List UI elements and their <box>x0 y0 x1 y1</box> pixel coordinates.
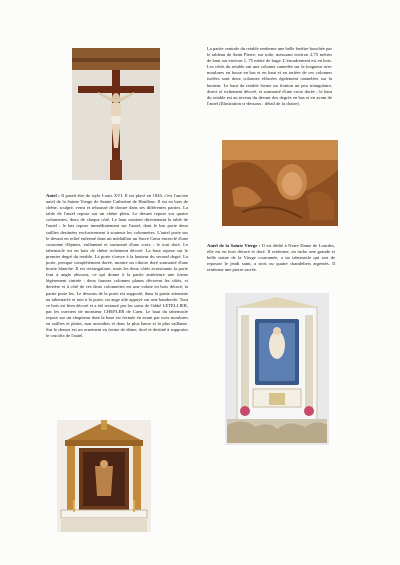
vierge-paragraph <box>207 243 335 273</box>
autel-paragraph <box>46 193 188 339</box>
retable-text: La partie centrale du retable renferme une belle fenêtre bouchée par le tableau de Saint Pierre, sur toile, mesurant environ 2,75 mètres de haut sur environ 1, 75 mètre de large. L'encadrement est en bois. Les côtés du retable ont une colonne cannelée sur la longueur avec moulures en bosse en bas et en haut et en arrière de ces colonnes isolées sont deux colonnes effacées également cannelées sur la hauteur. Le haut du retable forme un fronton un peu triangulaire, direct et richement décoré, et surmonté d'une croix dorée ; le haut du retable est au niveau du devant des degrés en bas et en avant de l'autel (Illustration ci-dessous : détail de la chaire). <box>207 46 332 106</box>
vierge-text: Il est dédié à Notre Dame de Lourdes, elle est en bois décoré et doré. Il renferme, en niche une grande et belle statue de la Vierge couronnée, a un tabernacle qui sert de reposoir le jeudi saint, a trois ou quatre chandeliers argentés. Il renferme une pierre sacrée. <box>207 243 335 273</box>
crucifix-photo <box>72 48 160 180</box>
retable-paragraph <box>207 46 332 107</box>
vierge-altar-photo <box>225 293 329 445</box>
autel-title: Autel : <box>46 193 60 198</box>
chaire-detail-photo <box>222 140 338 226</box>
tabernacle-photo <box>57 420 151 532</box>
autel-text: Il paraît être de style Louis XVI. Il est placé en 1826, c'est l'ancien autel de la Sainte Vierge de Sainte Catherine de Honfleur. Il est en bois de chêne, sculpté, verni et rehaussé de dorure dans ses différentes parties. La table de l'autel repose sur un chêne plein. Le devant repose sur quatre colonnettes, deux de chaque côté. Le haut soutient directement la table de l'autel ; le bas repose immédiatement sur l'autel, dont le bas porte deux saillies destinées exclusivement à soutenir les colonnettes. L'autel porte sur le devant en relief enfermé dans un médaillon un Sacré Cœur encerclé d'une couronne d'épines, enflammé et surmonté d'une croix : le tout doré. Le tabernacle est en bois de chêne richement décoré. La base repose sur le premier degré du retable. La porte s'ouvre à la hauteur du second degré. La porte, presque complètement dorée, montre un ciboire doré surmonté d'une hostie blanche. Il est rectangulaire, mais les deux côtés avoisinants la porte font à angle abscons, ce qui donne à la partie antérieure une forme légèrement cintrée : deux fausses colonnes planes décorent les côtés, et derrière et à côté de ces deux colonnettes est une volute en bois décoré, la partie porte les. Le dessous de la porte est supporté, dans la partie attenante au tabernacle et non à la porte, un ange aile appuyé sur une banderole. Tout ce bois est bien décoré et a été restauré par les soins de l'abbé LETELLIER, par les ouvriers de monsieur CHEFLER de Caen. Le haut du tabernacle repose sur un chapiteau dont la base est formée en avant par trois moulures en saillies et plates, non arrondies et donc la plus basse et la plus saillante. Sur le dessus est un ornement en forme de dôme, doré et destiné à supporter le crucifix de l'autel. <box>46 193 188 339</box>
vierge-title: Autel de la Sainte Vierge : <box>207 243 261 248</box>
